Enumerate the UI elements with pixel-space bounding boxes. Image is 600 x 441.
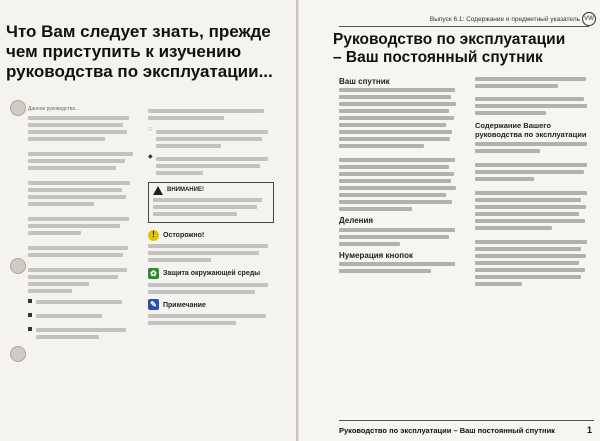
binder-hole [10, 346, 26, 362]
section-contents: Содержание Вашего руководства по эксплуатации [475, 121, 587, 139]
section-companion: Ваш спутник [339, 77, 390, 86]
warning-box [148, 182, 274, 223]
binder-hole [10, 258, 26, 274]
intro-text: Данное руководство... [28, 106, 80, 112]
environment-leaf-icon: ✿ [148, 268, 159, 279]
right-column: ☞ ◆ ВНИМАНИЕ! ! Осторожно! ✿ Защита окружающей среды ✎ Примечание [148, 106, 274, 328]
caution-label: Осторожно! [163, 232, 205, 239]
right-page [299, 0, 600, 441]
left-column [28, 106, 138, 346]
list-item [28, 297, 138, 307]
warning-label: ВНИМАНИЕ! [167, 186, 204, 193]
warning-triangle-icon [153, 186, 163, 195]
page-header: Выпуск 6.1: Содержание и предметный указатель [429, 16, 580, 23]
left-page-title: Что Вам следует знать, прежде чем приступить к изучению руководства по эксплуатации... [6, 22, 273, 81]
page-number: 1 [586, 425, 592, 435]
right-column-a [339, 74, 461, 276]
header-rule [339, 26, 589, 27]
note-label: Примечание [163, 301, 206, 309]
right-page-title: Руководство по эксплуатации – Ваш постоянный спутник [333, 31, 566, 66]
vw-logo-icon: VW [582, 12, 596, 26]
right-column-b [475, 74, 593, 289]
footer-rule [339, 420, 594, 421]
section-numbering: Нумерация кнопок [339, 250, 413, 260]
environment-label: Защита окружающей среды [163, 270, 261, 278]
section-divisions: Деления [339, 216, 374, 226]
binder-hole [10, 100, 26, 116]
list-item [28, 311, 138, 321]
caution-circle-icon: ! [148, 230, 159, 241]
page-footer: Руководство по эксплуатации – Ваш постоянный спутник [339, 426, 555, 435]
note-pen-icon: ✎ [148, 299, 159, 310]
left-page [0, 0, 299, 441]
list-item [28, 325, 138, 342]
